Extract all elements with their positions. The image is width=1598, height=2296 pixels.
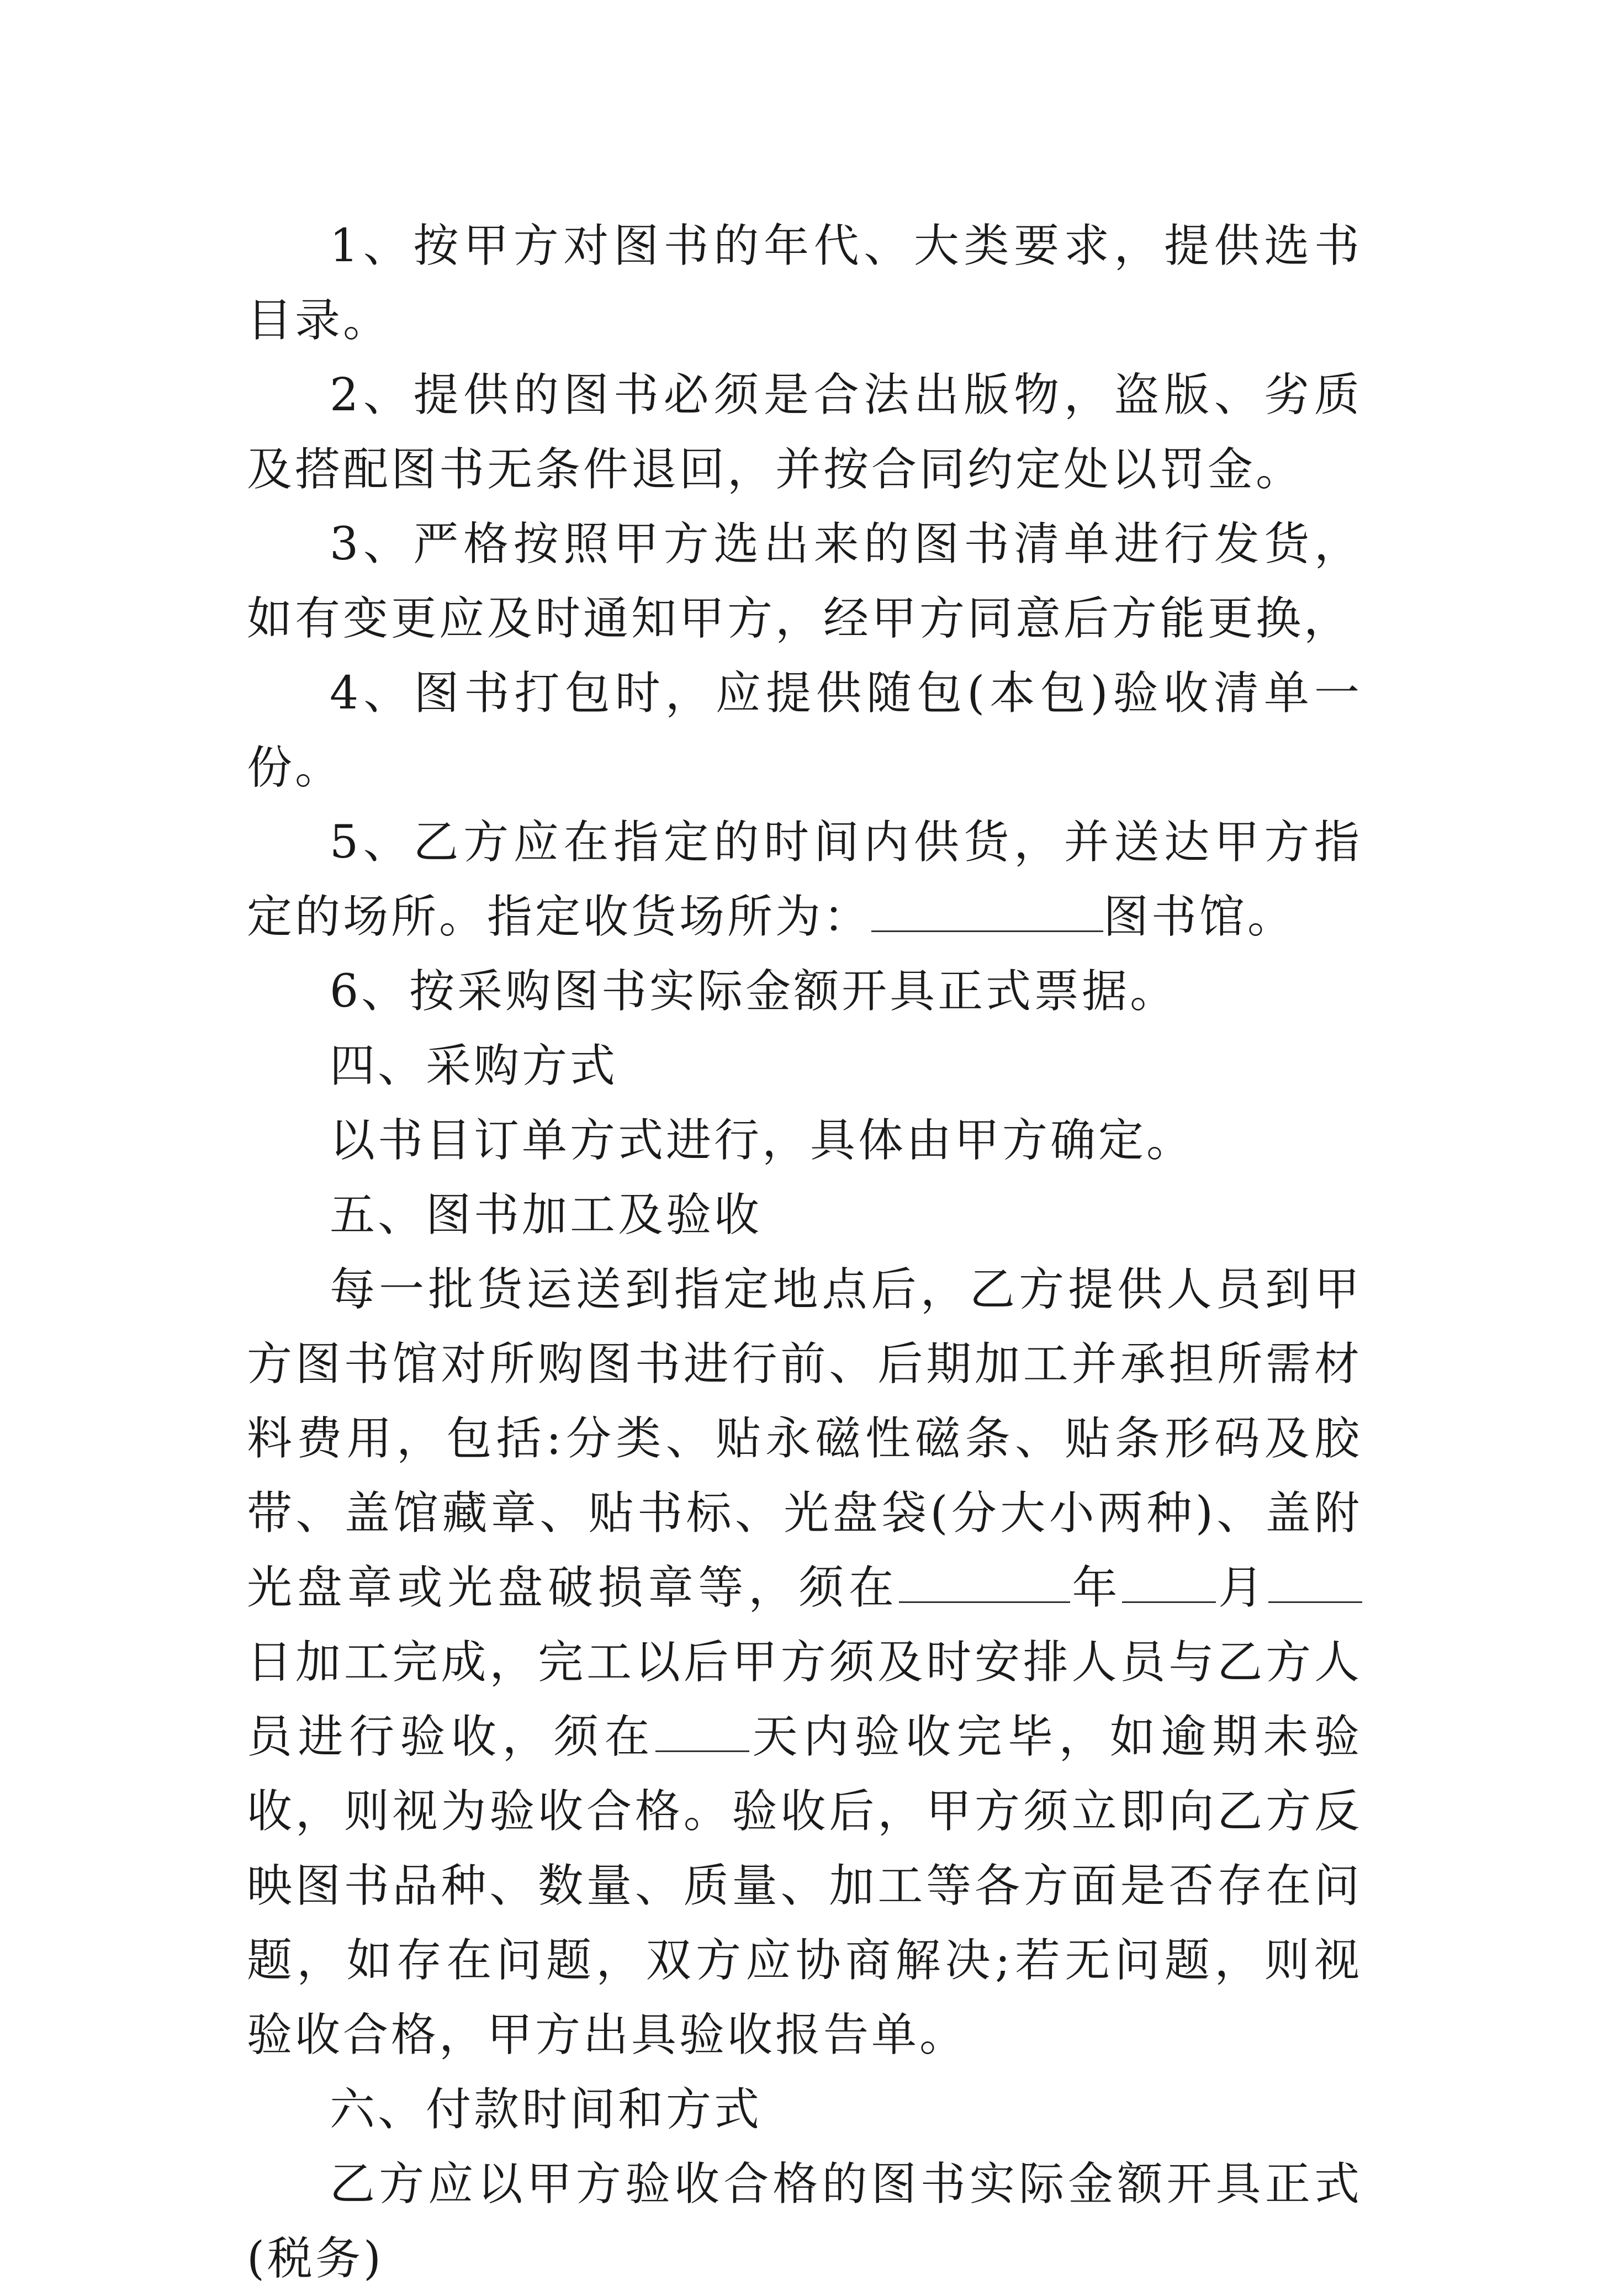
purchase-method-text: 以书目订单方式进行，具体由甲方确定。 (330, 1114, 1195, 1167)
processing-text-b: 日加工完成，完工以后甲方须及时安排人员与乙方人员进行验收，须在 (247, 1636, 1362, 1763)
year-blank (899, 1563, 1070, 1603)
clause-5-text: 5、乙方应在指定的时间内供货，并送达甲方指定的场所。指定收货场所为： (247, 816, 1362, 943)
clause-2: 2、提供的图书必须是合法出版物，盗版、劣质及搭配图书无条件退回，并按合同约定处以罚金。 (247, 369, 1362, 496)
clause-3: 3、严格按照甲方选出来的图书清单进行发货，如有变更应及时通知甲方，经甲方同意后方能更换， (247, 518, 1362, 645)
clause-5 (247, 805, 1362, 954)
section-5-heading: 五、图书加工及验收 (330, 1189, 763, 1241)
document-body (247, 209, 1362, 2296)
processing-text-c: 天内验收完毕，如逾期未验收，则视为验收合格。验收后，甲方须立即向乙方反映图书品种、数量、质量、加工等各方面是否存在问题，如存在问题，双方应协商解决;若无问题，则视验收合格，甲方出具验收报告单。 (247, 1711, 1362, 2061)
section-6-heading: 六、付款时间和方式 (330, 2083, 763, 2136)
processing-text-a: 每一批货运送到指定地点后，乙方提供人员到甲方图书馆对所购图书进行前、后期加工并承担所需材料费用，包括:分类、贴永磁性磁条、贴条形码及胶带、盖馆藏章、贴书标、光盘袋(分大小两种)、盖附光盘章或光盘破损章等，须在 (247, 1263, 1362, 1614)
delivery-location-blank (871, 892, 1103, 932)
processing-acceptance-text (247, 1252, 1362, 2072)
day-blank (1268, 1563, 1362, 1603)
clause-6: 6、按采购图书实际金额开具正式票据。 (330, 965, 1178, 1018)
clause-4: 4、图书打包时，应提供随包(本包)验收清单一份。 (247, 667, 1362, 794)
month-label: 月 (1216, 1562, 1268, 1614)
year-label: 年 (1070, 1562, 1123, 1614)
clause-1: 1、按甲方对图书的年代、大类要求，提供选书目录。 (247, 220, 1362, 347)
days-blank (655, 1712, 749, 1752)
payment-text: 乙方应以甲方验收合格的图书实际金额开具正式(税务) (247, 2158, 1362, 2285)
month-blank (1122, 1563, 1216, 1603)
section-4-heading: 四、采购方式 (330, 1040, 618, 1092)
clause-5-suffix: 图书馆。 (1103, 891, 1296, 943)
